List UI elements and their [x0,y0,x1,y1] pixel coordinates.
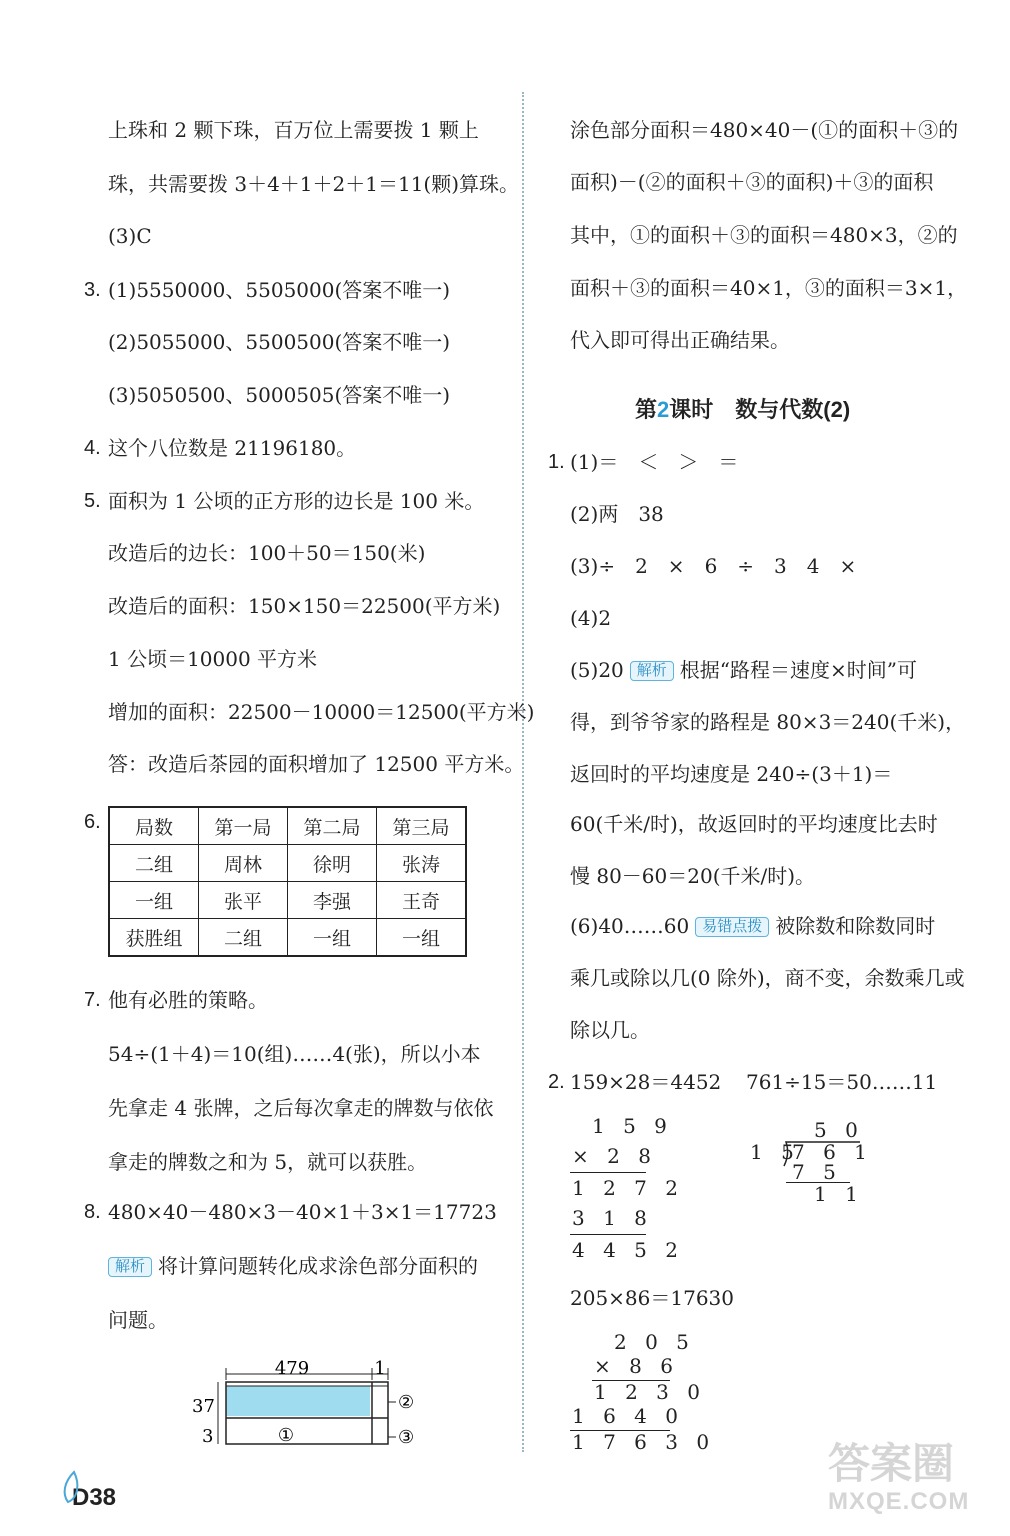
analysis-line: 得，到爷爷家的路程是 80×3＝240(千米)， [570,710,966,734]
analysis-tag: 解析 [630,661,674,681]
table-cell: 一组 [377,919,467,957]
result-table [108,806,467,957]
table-cell: 第二局 [288,807,377,845]
answer-line: 答：改造后茶园的面积增加了 12500 平方米。 [108,752,525,776]
dim-label: 479 [274,1358,310,1379]
table-cell: 第一局 [199,807,288,845]
answer-line: 改造后的面积：150×150＝22500(平方米) [108,594,501,618]
dim-label: 3 [202,1426,214,1447]
calc-row: 3 1 8 [572,1206,653,1230]
quotient: 5 0 [814,1118,864,1142]
analysis-text: 将计算问题转化成求涂色部分面积的 [158,1254,479,1278]
answer-line: (4)2 [570,606,612,630]
table-cell: 局数 [109,807,199,845]
table-cell: 周林 [199,845,288,882]
watermark-text: MXQE.COM [828,1488,970,1515]
answer-line: 761÷15＝50……11 [746,1070,938,1094]
answer-line: 480×40－480×3－40×1＋3×1＝17723 [108,1200,497,1224]
divisor: 1 5 [750,1140,800,1164]
answer-line: 先拿走 4 张牌，之后每次拿走的牌数与依依 [108,1096,494,1120]
text-line: 面积＋③的面积＝40×1，③的面积＝3×1， [570,276,968,300]
leaf-icon [60,1470,86,1506]
table-row [109,845,466,882]
answer-line: 1 公顷＝10000 平方米 [108,647,318,671]
text-line: 涂色部分面积＝480×40－(①的面积＋③的 [570,118,959,142]
table-cell: 徐明 [288,845,377,882]
analysis-line: 返回时的平均速度是 240÷(3＋1)＝ [570,762,893,786]
table-row [109,882,466,919]
answer-text: (5)20 [570,658,624,682]
question-number: 7. [84,989,101,1011]
table-cell: 二组 [199,919,288,957]
text-line: (3)C [108,224,152,248]
answer-line: (3)÷ 2 × 6 ÷ 3 4 × [570,554,857,578]
calc-row: 1 7 6 3 0 [572,1430,716,1454]
answer-line: 他有必胜的策略。 [108,988,268,1012]
answer-line: 159×28＝4452 [570,1070,722,1094]
calc-row: × 2 8 [572,1144,657,1168]
table-cell: 一组 [288,919,377,957]
table-cell: 第三局 [377,807,467,845]
section-title [635,396,850,424]
analysis-line [102,1254,478,1278]
analysis-text: 根据“路程＝速度×时间”可 [679,658,918,682]
analysis-line: 除以几。 [570,1018,650,1042]
answer-line: 205×86＝17630 [570,1286,735,1310]
answer-line: (1)5550000、5505000(答案不唯一) [108,278,451,302]
answer-line: (1)＝ ＜ ＞ ＝ [570,450,739,474]
table-cell: 张平 [199,882,288,919]
table-cell: 一组 [109,882,199,919]
watermark [828,1440,1008,1530]
section-prefix: 第 [635,397,658,422]
calc-row: 1 6 4 0 [572,1404,684,1428]
text-line: 上珠和 2 颗下珠，百万位上需要拨 1 颗上 [108,118,479,142]
question-number: 3. [84,279,101,301]
shaded-region [226,1386,370,1416]
analysis-tag: 解析 [108,1257,152,1277]
answer-line: (3)5050500、5000505(答案不唯一) [108,383,451,407]
question-number: 6. [84,811,101,833]
answer-line: 改造后的边长：100＋50＝150(米) [108,541,426,565]
analysis-line [570,658,917,682]
answer-line: 增加的面积：22500－10000＝12500(平方米) [108,700,535,724]
answer-line: 面积为 1 公顷的正方形的边长是 100 米。 [108,489,485,513]
dim-label: 1 [374,1358,386,1379]
answer-line: (2)两 38 [570,502,664,526]
answer-line: 拿走的牌数之和为 5，就可以获胜。 [108,1150,428,1174]
analysis-line: 问题。 [108,1308,168,1332]
calc-row: 4 4 5 2 [572,1238,684,1262]
answer-line: 这个八位数是 21196180。 [108,436,357,460]
table-row [109,919,466,957]
tip-tag: 易错点拨 [695,917,769,937]
question-number: 1. [548,451,565,473]
page-number-text: D38 [72,1484,117,1511]
question-number: 5. [84,490,101,512]
remainder: 1 1 [814,1182,864,1206]
table-cell: 王奇 [377,882,467,919]
table-cell: 李强 [288,882,377,919]
dividend: 7 6 1 [792,1140,873,1164]
text-line: 代入即可得出正确结果。 [570,328,790,352]
analysis-line: 乘几或除以几(0 除外)，商不变，余数乘几或 [570,966,965,990]
calc-row: 2 0 5 [614,1330,695,1354]
calc-row: 1 2 3 0 [594,1380,706,1404]
text-line: 面积)－(②的面积＋③的面积)＋③的面积 [570,170,934,194]
calc-rule [570,1234,646,1235]
calc-rule [570,1172,646,1173]
watermark-text: 答案圈 [828,1439,955,1488]
text-line: 珠，共需要拨 3＋4＋1＋2＋1＝11(颗)算珠。 [108,172,520,196]
analysis-line: 60(千米/时)，故返回时的平均速度比去时 [570,812,938,836]
table-cell: 获胜组 [109,919,199,957]
answer-line: 54÷(1＋4)＝10(组)……4(张)，所以小本 [108,1042,481,1066]
calc-row: × 8 6 [594,1354,679,1378]
calc-row: 1 2 7 2 [572,1176,684,1200]
long-division [748,1118,873,1208]
region-label: ③ [398,1427,415,1448]
subtrahend: 7 5 [792,1160,842,1184]
analysis-line [570,914,935,938]
question-number: 2. [548,1071,565,1093]
answer-text: (6)40……60 [570,914,690,938]
analysis-text: 被除数和除数同时 [775,914,936,938]
section-suffix: 课时 数与代数(2) [669,397,851,422]
question-number: 4. [84,437,101,459]
table-cell: 二组 [109,845,199,882]
question-number: 8. [84,1201,101,1223]
vertical-multiplication [566,1330,716,1460]
analysis-line: 慢 80－60＝20(千米/时)。 [570,864,816,888]
calc-row: 1 5 9 [592,1114,673,1138]
area-figure [188,1354,428,1454]
region-label: ② [398,1392,415,1413]
page-number [72,1484,116,1512]
section-number: 2 [657,397,670,422]
table-cell: 张涛 [377,845,467,882]
text-line: 其中，①的面积＋③的面积＝480×3，②的 [570,223,958,247]
vertical-multiplication [566,1114,684,1264]
table-header-row [109,807,466,845]
answer-line: (2)5055000、5500500(答案不唯一) [108,330,451,354]
region-label: ① [277,1425,295,1446]
dim-label: 37 [192,1396,215,1417]
